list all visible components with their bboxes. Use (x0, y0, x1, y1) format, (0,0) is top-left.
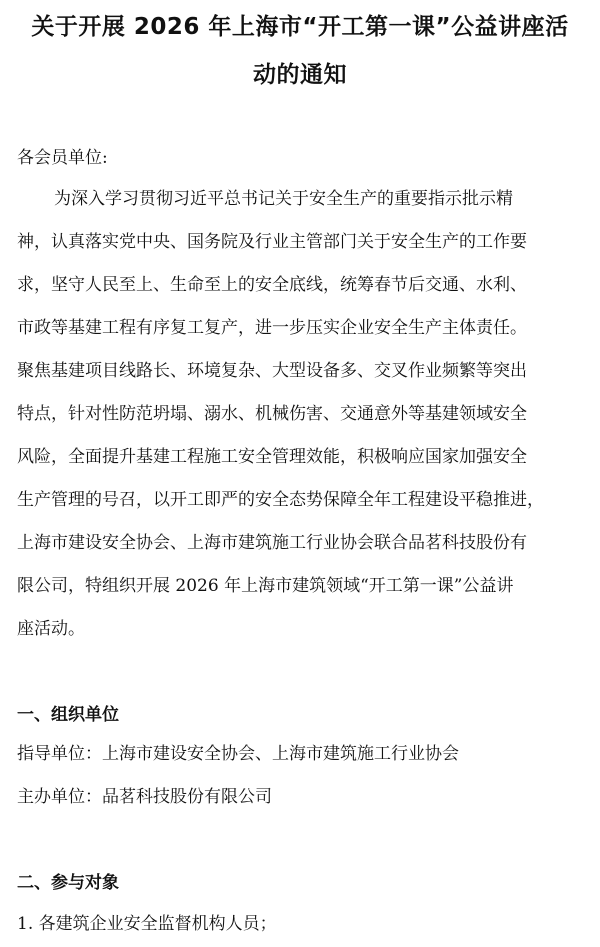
body-line: 上海市建设安全协会、上海市建筑施工行业协会联合品茗科技股份有 (17, 533, 527, 553)
participant-item: 1. 各建筑企业安全监督机构人员； (17, 914, 277, 934)
body-line: 神，认真落实党中央、国务院及行业主管部门关于安全生产的工作要 (17, 232, 527, 252)
document-title-line-1: 关于开展 2026 年上海市“开工第一课”公益讲座活 (31, 14, 569, 40)
body-line: 限公司，特组织开展 2026 年上海市建筑领域“开工第一课”公益讲 (17, 576, 514, 596)
body-line: 为深入学习贯彻习近平总书记关于安全生产的重要指示批示精 (54, 189, 513, 209)
section-heading-organizers: 一、组织单位 (17, 705, 119, 725)
body-line: 生产管理的号召，以开工即严的安全态势保障全年工程建设平稳推进， (17, 490, 544, 510)
host-unit: 主办单位：品茗科技股份有限公司 (17, 787, 272, 807)
body-line: 市政等基建工程有序复工复产，进一步压实企业安全生产主体责任。 (17, 318, 527, 338)
body-line: 特点，针对性防范坍塌、溺水、机械伤害、交通意外等基建领域安全 (17, 404, 527, 424)
body-line: 聚焦基建项目线路长、环境复杂、大型设备多、交叉作业频繁等突出 (17, 361, 527, 381)
body-line: 风险，全面提升基建工程施工安全管理效能，积极响应国家加强安全 (17, 447, 527, 467)
body-line: 座活动。 (17, 619, 85, 639)
section-heading-participants: 二、参与对象 (17, 873, 119, 893)
document-title-line-2: 动的通知 (253, 62, 347, 88)
salutation: 各会员单位: (17, 148, 108, 168)
body-line: 求，坚守人民至上、生命至上的安全底线，统筹春节后交通、水利、 (17, 275, 527, 295)
guide-unit: 指导单位：上海市建设安全协会、上海市建筑施工行业协会 (17, 744, 459, 764)
